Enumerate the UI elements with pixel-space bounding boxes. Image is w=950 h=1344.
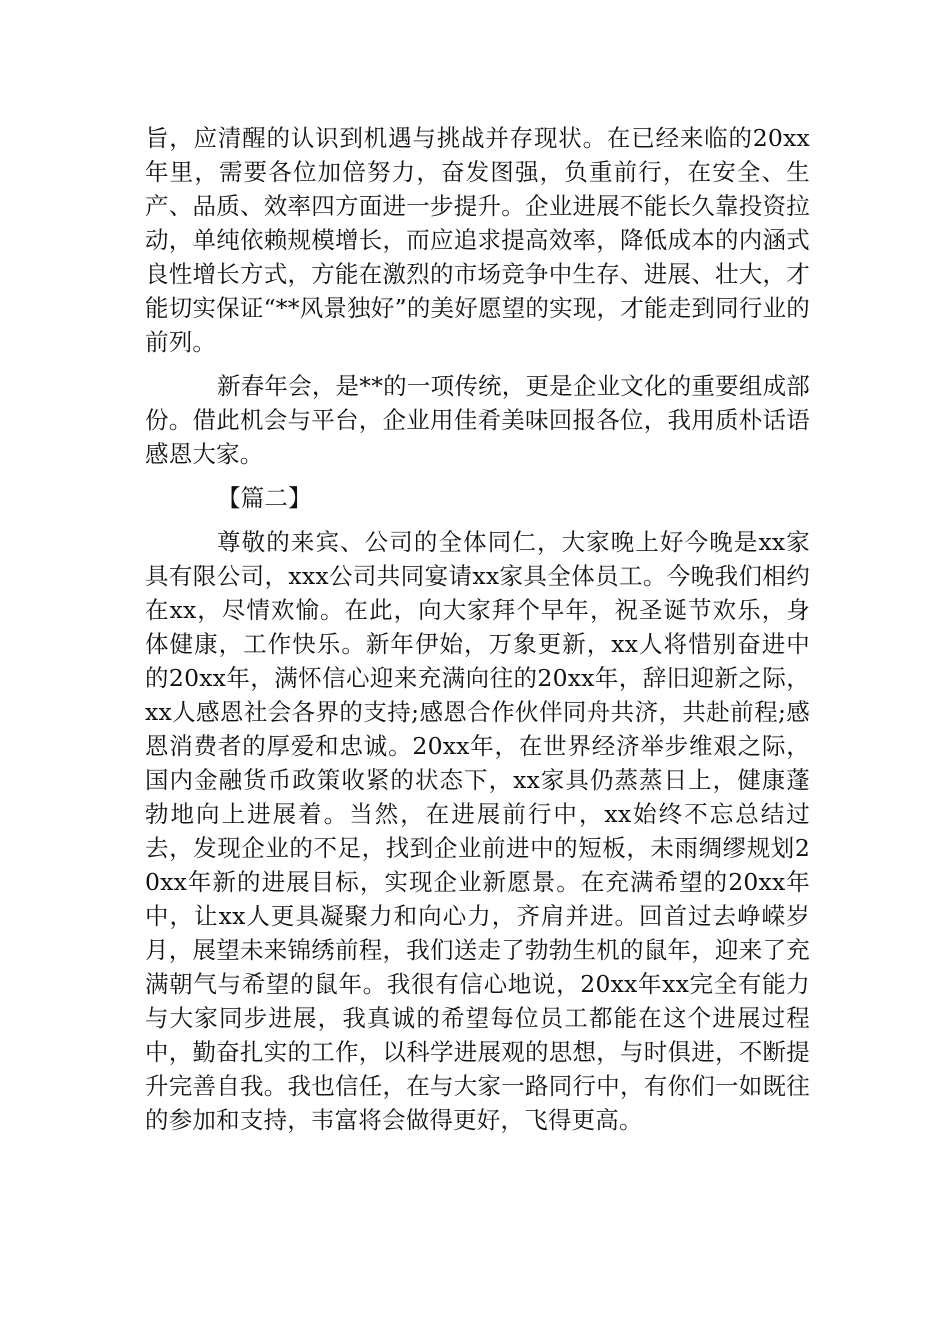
paragraph-continued: 旨，应清醒的认识到机遇与挑战并存现状。在已经来临的20xx年里，需要各位加倍努力，奋发图强，负重前行，在安全、生产、品质、效率四方面进一步提升。企业进展不能长久靠投资拉动，单纯依赖规模增长，而应追求提高效率，降低成本的内涵式良性增长方式，方能在激烈的市场竞争中生存、进展、壮大，才能切实保证“**风景独好”的美好愿望的实现，才能走到同行业的前列。 bbox=[145, 124, 810, 356]
paragraph-new-year-gala: 新春年会，是**的一项传统，更是企业文化的重要组成部份。借此机会与平台，企业用佳肴美味回报各位，我用质朴话语感恩大家。 bbox=[145, 372, 810, 468]
paragraph-section-two: 尊敬的来宾、公司的全体同仁，大家晚上好今晚是xx家具有限公司，xxx公司共同宴请xx家具全体员工。今晚我们相约在xx，尽情欢愉。在此，向大家拜个早年，祝圣诞节欢乐，身体健康，工作快乐。新年伊始，万象更新，xx人将惜别奋进中的20xx年，满怀信心迎来充满向往的20xx年，辞旧迎新之际，xx人感恩社会各界的支持;感恩合作伙伴同舟共济，共赴前程;感恩消费者的厚爱和忠诚。20xx年，在世界经济举步维艰之际，国内金融货币政策收紧的状态下，xx家具仍蒸蒸日上，健康蓬勃地向上进展着。当然，在进展前行中，xx始终不忘总结过去，发现企业的不足，找到企业前进中的短板，未雨绸缪规划20xx年新的进展目标，实现企业新愿景。在充满希望的20xx年中，让xx人更具凝聚力和向心力，齐肩并进。回首过去峥嵘岁月，展望未来锦绣前程，我们送走了勃勃生机的鼠年，迎来了充满朝气与希望的鼠年。我很有信心地说，20xx年xx完全有能力与大家同步进展，我真诚的希望每位员工都能在这个进展过程中，勤奋扎实的工作，以科学进展观的思想，与时俱进，不断提升完善自我。我也信任，在与大家一路同行中，有你们一如既往的参加和支持，韦富将会做得更好，飞得更高。 bbox=[145, 528, 810, 1134]
document-page bbox=[145, 121, 810, 1137]
section-heading: 【篇二】 bbox=[217, 484, 312, 512]
